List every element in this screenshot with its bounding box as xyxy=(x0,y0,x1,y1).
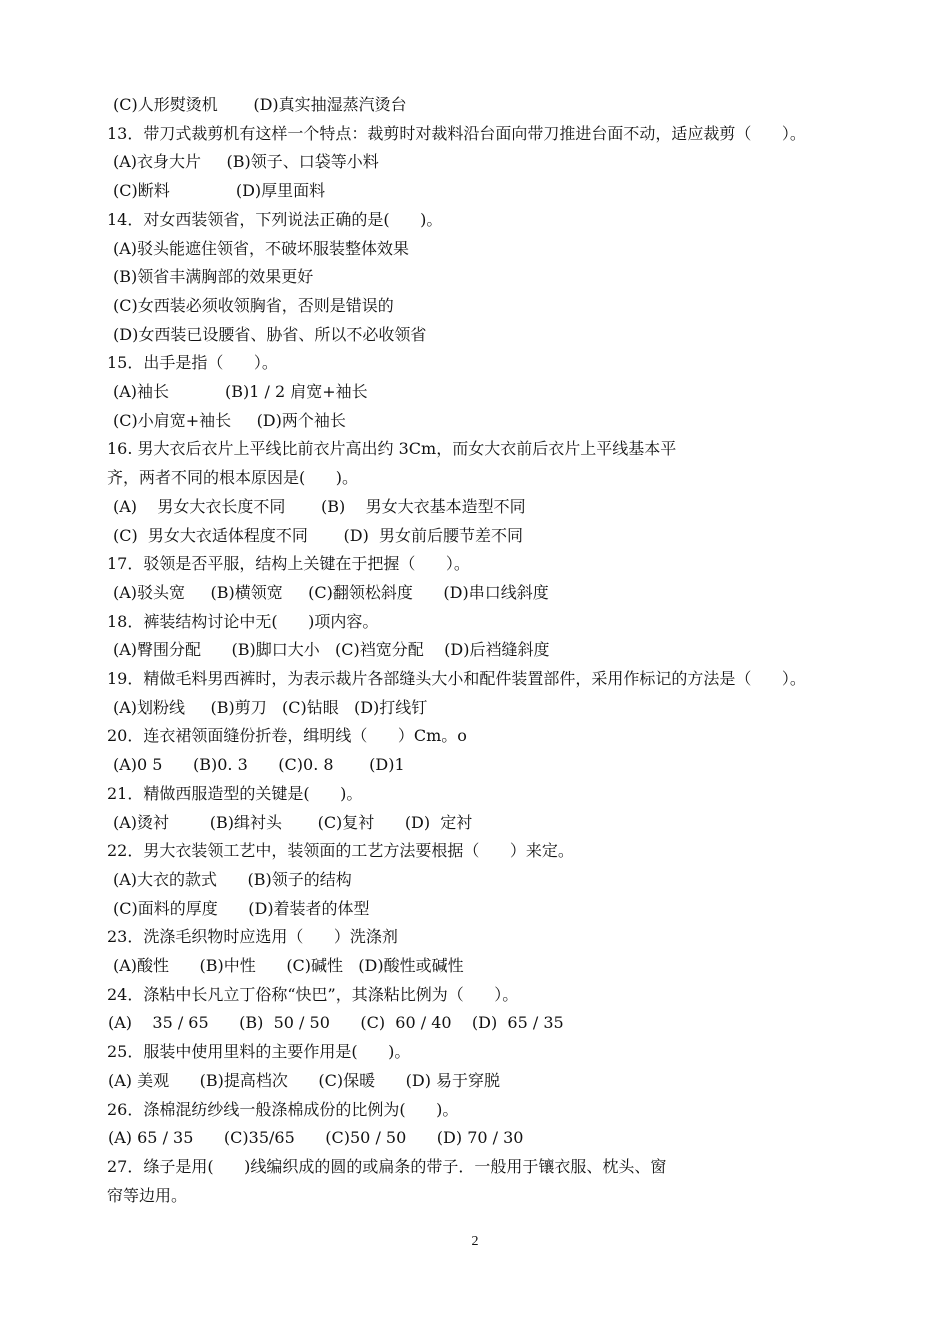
option-line: (A)划粉线 (B)剪刀 (C)钻眼 (D)打线钉 xyxy=(113,698,428,717)
option-line: (A)0 5 (B)0. 3 (C)0. 8 (D)1 xyxy=(113,755,405,774)
question-line: 21．精做西服造型的关键是( )。 xyxy=(107,784,363,803)
question-line: 15．出手是指（ ）。 xyxy=(107,353,278,372)
question-line: 16. 男大衣后衣片上平线比前衣片高出约 3Cm，而女大衣前后衣片上平线基本平 xyxy=(107,439,677,458)
question-continuation-line: 帘等边用。 xyxy=(107,1186,188,1205)
question-line: 27．绦子是用( )线编织成的圆的或扁条的带子．一般用于镶衣服、枕头、窗 xyxy=(107,1157,667,1176)
option-line: (A)臀围分配 (B)脚口大小 (C)裆宽分配 (D)后裆缝斜度 xyxy=(113,640,550,659)
question-line: 13．带刀式裁剪机有这样一个特点：裁剪时对裁料沿台面向带刀推进台面不动，适应裁剪（ ）。 xyxy=(107,124,806,143)
page-number: 2 xyxy=(471,1234,479,1249)
option-line: (B)领省丰满胸部的效果更好 xyxy=(113,267,314,286)
option-line: (C)女西装必须收领胸省，否则是错误的 xyxy=(113,296,394,315)
option-line: (A)大衣的款式 (B)领子的结构 xyxy=(113,870,352,889)
option-line: (A) 65 / 35 (C)35/65 (C)50 / 50 (D) 70 / 30 xyxy=(108,1128,524,1147)
option-line: (A)驳头能遮住领省，不破坏服装整体效果 xyxy=(113,239,410,258)
question-line: 19．精做毛料男西裤时，为表示裁片各部缝头大小和配件装置部件，采用作标记的方法是（ ）。 xyxy=(107,669,806,688)
question-line: 20．连衣裙领面缝份折卷，缉明线（ ）Cm。o xyxy=(107,726,467,745)
option-line: (C)面料的厚度 (D)着装者的体型 xyxy=(113,899,370,918)
option-line: (C)小肩宽+袖长 (D)两个袖长 xyxy=(113,411,346,430)
option-line: (C) 男女大衣适体程度不同 (D) 男女前后腰节差不同 xyxy=(113,526,523,545)
question-line: 22．男大衣装领工艺中，装领面的工艺方法要根据（ ）来定。 xyxy=(107,841,574,860)
question-line: 23．洗涤毛织物时应选用（ ）洗涤剂 xyxy=(107,927,398,946)
option-line: (A)驳头宽 (B)横领宽 (C)翻领松斜度 (D)串口线斜度 xyxy=(113,583,549,602)
option-line: (A)衣身大片 (B)领子、口袋等小料 xyxy=(113,152,379,171)
question-line: 24．涤粘中长凡立丁俗称“快巴”，其涤粘比例为（ ）。 xyxy=(107,985,519,1004)
option-line: (A)酸性 (B)中性 (C)碱性 (D)酸性或碱性 xyxy=(113,956,464,975)
question-line: 14．对女西装领省，下列说法正确的是( )。 xyxy=(107,210,443,229)
question-line: 17．驳领是否平服，结构上关键在于把握（ ）。 xyxy=(107,554,470,573)
option-line: (A) 美观 (B)提高档次 (C)保暖 (D) 易于穿脱 xyxy=(108,1071,501,1090)
question-line: 25．服装中使用里料的主要作用是( )。 xyxy=(107,1042,411,1061)
question-line: 26．涤棉混纺纱线一般涤棉成份的比例为( )。 xyxy=(107,1100,459,1119)
question-continuation-line: 齐，两者不同的根本原因是( )。 xyxy=(107,468,359,487)
option-line: (A) 35 / 65 (B) 50 / 50 (C) 60 / 40 (D) 65 / 35 xyxy=(108,1013,564,1032)
option-line: (C)断料 (D)厚里面料 xyxy=(113,181,326,200)
option-line: (A)烫衬 (B)缉衬头 (C)复衬 (D) 定衬 xyxy=(113,813,473,832)
question-line: 18．裤装结构讨论中无( )项内容。 xyxy=(107,612,379,631)
option-line: (D)女西装已设腰省、胁省、所以不必收领省 xyxy=(113,325,427,344)
option-line: (C)人形熨烫机 (D)真实抽湿蒸汽烫台 xyxy=(113,95,407,114)
option-line: (A)袖长 (B)1 / 2 肩宽+袖长 xyxy=(113,382,368,401)
option-line: (A) 男女大衣长度不同 (B) 男女大衣基本造型不同 xyxy=(113,497,526,516)
